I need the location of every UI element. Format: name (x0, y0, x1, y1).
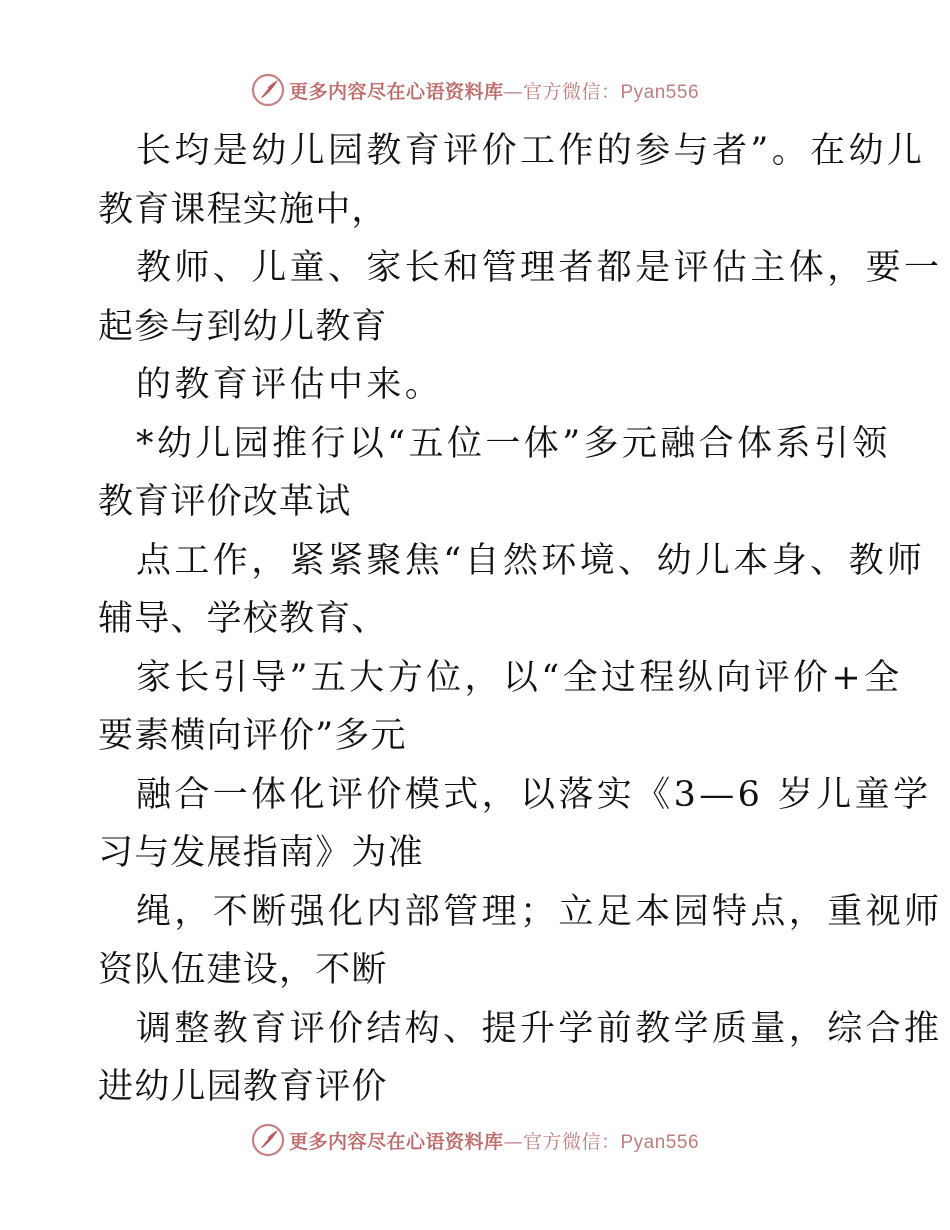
quill-logo-icon (251, 73, 285, 107)
watermark-brand: 更多内容尽在心语资料库 (288, 1130, 504, 1153)
watermark-wechat-label: 官方微信： (522, 1130, 621, 1153)
text-line: 教育评价改革试 (98, 482, 352, 522)
watermark-wechat-id: Pyan556 (620, 1131, 700, 1153)
watermark-wechat-id: Pyan556 (620, 81, 700, 103)
watermark-text (289, 1127, 699, 1154)
text-line: 家长引导”五大方位，以“全过程纵向评价+全 (136, 657, 903, 698)
watermark-brand: 更多内容尽在心语资料库 (288, 80, 504, 103)
text-line: 要素横向评价”多元 (98, 716, 407, 756)
text-line: 点工作，紧紧聚焦“自然环境、幼儿本身、教师 (136, 540, 926, 581)
text-line: 长均是幼儿园教育评价工作的参与者”。在幼儿 (136, 131, 926, 171)
watermark-wechat-label: 官方微信： (522, 80, 621, 103)
text-line: 起参与到幼儿教育 (98, 306, 388, 347)
text-line: *幼儿园推行以“五位一体”多元融合体系引领 (136, 423, 891, 464)
text-line: 教师、儿童、家长和管理者都是评估主体，要一 (136, 248, 943, 288)
quill-logo-icon (251, 1123, 285, 1157)
watermark-text (289, 77, 699, 104)
text-line: 绳，不断强化内部管理；立足本园特点，重视师 (136, 891, 943, 932)
header-watermark (0, 70, 950, 110)
text-line: 教育课程实施中， (98, 189, 388, 230)
text-line: 资队伍建设，不断 (98, 950, 388, 990)
document-body (98, 122, 943, 1117)
text-line: 进幼儿园教育评价 (98, 1067, 388, 1107)
text-line: 调整教育评价结构、提升学前教学质量，综合推 (136, 1008, 943, 1049)
text-line: 融合一体化评价模式，以落实《3—6 岁儿童学 (136, 774, 932, 815)
text-line: 习与发展指南》为准 (98, 833, 424, 873)
watermark-separator: — (503, 1130, 523, 1153)
text-line: 的教育评估中来。 (136, 365, 444, 405)
footer-watermark (0, 1120, 950, 1160)
text-line: 辅导、学校教育、 (98, 599, 388, 639)
watermark-separator: — (503, 80, 523, 103)
